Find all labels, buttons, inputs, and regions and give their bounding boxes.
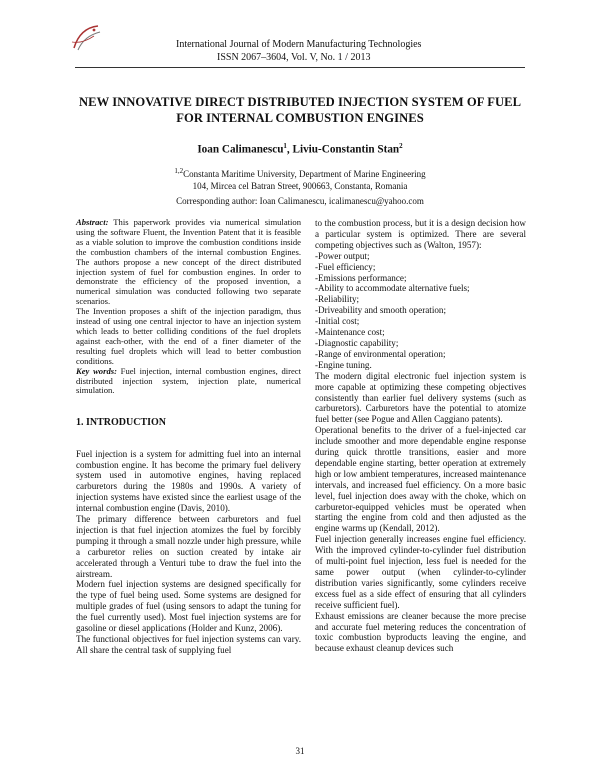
author-1-sup: 1 [283,142,287,150]
affiliation [70,165,530,192]
list-item: -Power output; [315,250,370,261]
keywords-label: Key words: [76,365,117,376]
abstract-label: Abstract: [76,217,109,227]
list-item: -Initial cost; [315,316,360,327]
intro-paragraph-3: Modern fuel injection systems are designed specifically for the type of fuel being used. Some systems are designed for multiple grades of fuel (using sensors to adapt the tuning for the fuel currently used). Most fuel injection systems are for gasoline or diesel applications (Holder and Kunz, 2006). [76,579,301,634]
list-item: -Engine tuning. [315,359,372,370]
author-1: Ioan Calimanescu [197,143,284,156]
intro-paragraph-2: The primary difference between carburetors and fuel injection is that fuel injection atomizes the fuel by forcibly pumping it through a small nozzle under high pressure, while a carburetor relies on suction created by intake air accelerated through a Venturi tube to draw the fuel into the airstream. [76,514,301,579]
affiliation-line-1: Constanta Maritime University, Department of Marine Engineering [183,169,426,179]
affiliation-sup: 1,2 [174,167,184,175]
intro-paragraph-4: The functional objectives for fuel injection systems can vary. All share the central task of supplying fuel [76,634,301,655]
list-item: -Emissions performance; [315,272,407,283]
right-paragraph-0: to the combustion process, but it is a design decision how a particular system is optimized. There are several competing objectives such as (Walton, 1957): [315,218,526,250]
objectives-list [315,251,526,371]
header-divider [75,67,525,68]
author-2: Liviu-Constantin Stan [292,143,400,156]
author-2-sup: 2 [399,142,403,150]
abstract-text-2: The Invention proposes a shift of the injection paradigm, thus instead of using one central injector to have an injection system which leads to better colliding conditions of the fuel droplets against each-other, with the end of a finer diameter of the resulting fuel droplets which will lead to better combustion conditions. [76,306,301,366]
journal-name: International Journal of Modern Manufacturing Technologies [176,39,422,50]
left-column [76,218,301,656]
list-item: -Diagnostic capability; [315,337,399,348]
list-item: -Fuel efficiency; [315,261,376,272]
corresponding-author: Corresponding author: Ioan Calimanescu, icalimanescu@yahoo.com [176,196,424,206]
paper-title: NEW INNOVATIVE DIRECT DISTRIBUTED INJECTION SYSTEM OF FUEL FOR INTERNAL COMBUSTION ENGINES [78,95,522,125]
author-line [70,142,530,156]
keywords-text: Fuel injection, internal combustion engines, direct distributed injection system, injection plate, numerical simulation. [76,365,302,396]
page-number: 31 [295,746,305,756]
journal-logo-icon [70,22,104,54]
keywords [76,367,301,397]
section-heading-introduction: 1. INTRODUCTION [76,417,167,429]
abstract-paragraph [76,218,301,307]
intro-paragraph-1: Fuel injection is a system for admitting fuel into an internal combustion engine. It has become the primary fuel delivery system used in automotive engines, having replaced carburetors during the 1980s and 1990s. A variety of injection systems have existed since the earliest usage of the internal combustion engine (Davis, 2010). [76,448,301,514]
right-paragraph-3: Fuel injection generally increases engine fuel efficiency. With the improved cylinder-to-cylinder fuel distribution of multi-point fuel injection, less fuel is needed for the same power output (when cylinder-to-cylinder distribution varies significantly, some cylinders receive excess fuel as a side effect of ensuring that all cylinders receive sufficient fuel). [315,534,526,610]
right-paragraph-1: The modern digital electronic fuel injection system is more capable at optimizing these competing objectives consistently than earlier fuel delivery systems (such as carburetors). Carburetors have the potential to atomize fuel better (see Pogue and Allen Caggiano patents). [315,370,526,425]
list-item: -Range of environmental operation; [315,348,446,359]
list-item: -Driveability and smooth operation; [315,305,447,316]
list-item: -Ability to accommodate alternative fuels; [315,283,470,294]
author-separator: , [286,143,293,156]
list-item: -Reliability; [315,294,360,305]
affiliation-line-2: 104, Mircea cel Batran Street, 900663, Constanta, Romania [192,181,408,191]
right-paragraph-4: Exhaust emissions are cleaner because the more precise and accurate fuel metering reduces the concentration of toxic combustion byproducts leaving the engine, and because exhaust cleanup devices such [315,610,526,654]
right-column [315,218,526,654]
list-item: -Maintenance cost; [315,327,385,338]
right-paragraph-2: Operational benefits to the driver of a fuel-injected car include smoother and more dependable engine response during quick throttle transitions, easier and more dependable engine starting, better operation at extremely high or low ambient temperatures, increased maintenance intervals, and increased fuel efficiency. On a more basic level, fuel injection does away with the choke, which on carburetor-equipped vehicles must be operated when starting the engine from cold and then adjusted as the engine warms up (Kendall, 2012). [315,425,526,534]
journal-header [176,38,476,64]
abstract-text-1: This paperwork provides via numerical simulation using the software Fluent, the Invention Patent that it is feasible as a viable solution to improve the combustion conditions inside the combustion chambers of the internal combustion Engines. The authors propose a new concept of the direct distributed injection system of fuel for combustion engines. In order to demonstrate the efficiency of the proposed invention, a numerical simulation was conducted following two separate scenarios. [76,217,301,307]
journal-issn: ISSN 2067–3604, Vol. V, No. 1 / 2013 [217,52,371,63]
